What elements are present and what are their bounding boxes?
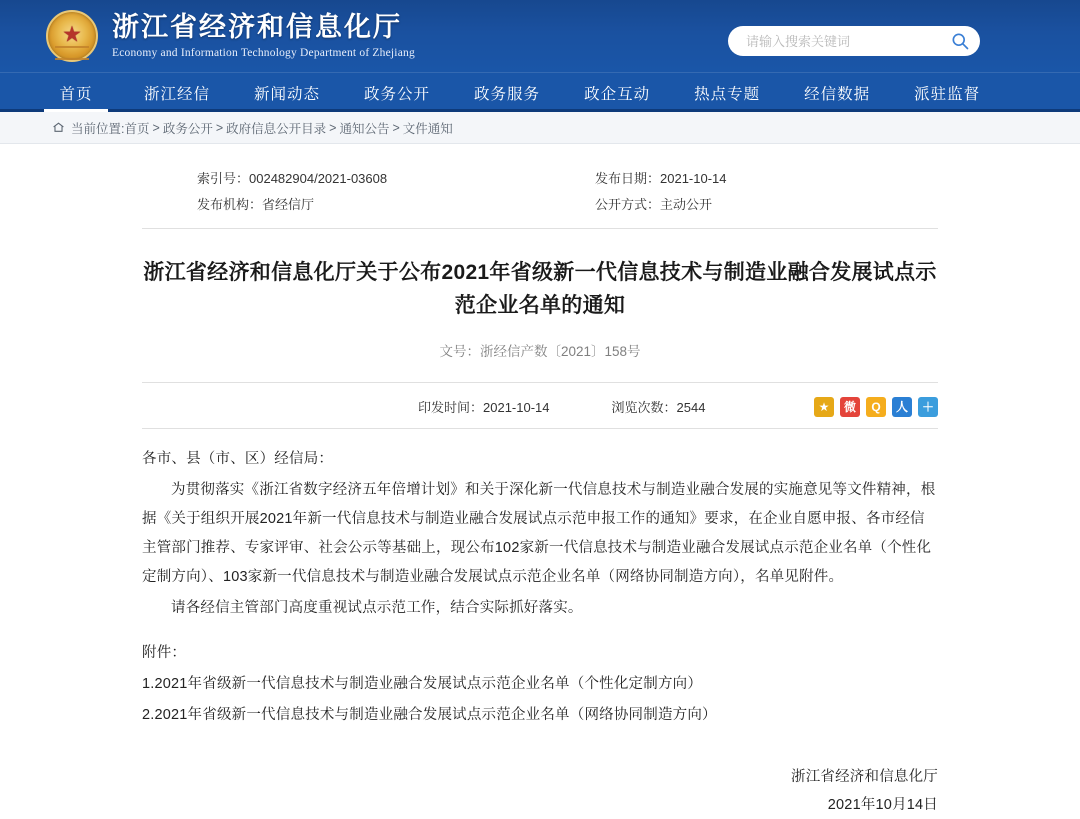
home-icon — [52, 121, 65, 134]
meta-mode — [540, 192, 938, 218]
breadcrumb-sep-3: > — [392, 120, 400, 135]
attachment-label: 附件： — [142, 645, 187, 662]
share-more-icon[interactable]: ＋ — [918, 397, 938, 417]
breadcrumb-item-4[interactable]: 文件通知 — [402, 121, 453, 136]
doc-number: 文号：浙经信产数〔2021〕158号 — [439, 344, 641, 360]
meta-index-value: 002482904/2021-03608 — [249, 171, 388, 186]
nav-item-8[interactable]: 派驻监督 — [914, 85, 981, 103]
share-renren-icon[interactable]: 人 — [892, 397, 912, 417]
breadcrumb-sep-0: > — [152, 120, 160, 135]
search-input[interactable] — [744, 33, 950, 50]
print-date: 印发时间：2021-10-14 — [418, 400, 550, 416]
breadcrumb-item-0[interactable]: 首页 — [124, 121, 150, 136]
breadcrumb-prefix: 当前位置: — [71, 121, 125, 136]
share-weibo-icon[interactable]: 微 — [840, 397, 860, 417]
meta-row-1 — [142, 166, 938, 192]
breadcrumb-sep-1: > — [215, 120, 224, 135]
site-title-en: Economy and Information Technology Department of Zhejiang — [112, 46, 415, 59]
breadcrumb-sep-2: > — [329, 120, 337, 135]
meta-index-label: 索引号： — [197, 171, 250, 186]
breadcrumb-item-3[interactable]: 通知公告 — [339, 121, 390, 136]
nav-item-2[interactable]: 新闻动态 — [254, 85, 321, 103]
meta-publish-date-value: 2021-10-14 — [660, 171, 727, 186]
article-infobar — [142, 383, 938, 429]
share-qzone-icon[interactable]: Q — [866, 397, 886, 417]
signature — [142, 764, 938, 819]
meta-mode-value: 主动公开 — [660, 197, 713, 212]
signature-date: 2021年10月14日 — [827, 796, 938, 813]
meta-org-value: 省经信厅 — [262, 197, 315, 212]
site-title-cn: 浙江省经济和信息化厅 — [112, 12, 402, 43]
nav-item-4[interactable]: 政务服务 — [474, 85, 541, 103]
article-body — [142, 429, 938, 819]
article-meta — [142, 166, 938, 229]
breadcrumb — [0, 112, 1080, 144]
nav-item-7[interactable]: 经信数据 — [804, 85, 871, 103]
nav-item-6[interactable]: 热点专题 — [694, 85, 761, 103]
nav-item-1[interactable]: 浙江经信 — [144, 85, 211, 103]
nav-item-0[interactable]: 首页 — [30, 73, 122, 112]
site-titles — [112, 13, 415, 59]
search-icon[interactable] — [950, 31, 970, 51]
meta-publish-date — [540, 166, 938, 192]
meta-org — [142, 192, 540, 218]
main-nav — [0, 72, 1080, 112]
article — [0, 166, 1080, 819]
meta-org-label: 发布机构： — [197, 197, 263, 212]
meta-mode-label: 公开方式： — [595, 197, 661, 212]
share-bar — [814, 397, 938, 417]
view-count: 浏览次数：2544 — [611, 400, 706, 416]
body-spacer — [142, 625, 938, 639]
meta-row-2 — [142, 192, 938, 218]
nav-item-5[interactable]: 政企互动 — [584, 85, 651, 103]
body-paragraph-0: 各市、县（市、区）经信局： — [142, 451, 334, 468]
attachment-item-1[interactable]: 2.2021年省级新一代信息技术与制造业融合发展试点示范企业名单（网络协同制造方向） — [142, 707, 717, 724]
attachment-item-0[interactable]: 1.2021年省级新一代信息技术与制造业融合发展试点示范企业名单（个性化定制方向） — [142, 676, 703, 693]
page-title: 浙江省经济和信息化厅关于公布2021年省级新一代信息技术与制造业融合发展试点示范企业名单的通知 — [143, 261, 937, 317]
breadcrumb-item-2[interactable]: 政府信息公开目录 — [226, 121, 327, 136]
meta-publish-date-label: 发布日期： — [595, 171, 661, 186]
share-sina-icon[interactable]: ★ — [814, 397, 834, 417]
body-paragraph-1: 为贯彻落实《浙江省数字经济五年倍增计划》和关于深化新一代信息技术与制造业融合发展的实施意见等文件精神，根据《关于组织开展2021年新一代信息技术与制造业融合发展试点示范申报工作的通知》要求，在企业自愿申报、各市经信主管部门推荐、专家评审、社会公示等基础上，现公布102家新一代信息技术与制造业融合发展试点示范企业名单（个性化定制方向）、103家新一代信息技术与制造业融合发展试点示范企业名单（网络协同制造方向），名单见附件。 — [142, 482, 936, 586]
nav-item-3[interactable]: 政务公开 — [364, 85, 431, 103]
site-header — [0, 0, 1080, 72]
meta-index — [142, 166, 540, 192]
breadcrumb-item-1[interactable]: 政务公开 — [162, 121, 213, 136]
body-paragraph-2: 请各经信主管部门高度重视试点示范工作，结合实际抓好落实。 — [171, 600, 583, 617]
search-box[interactable] — [728, 26, 980, 56]
national-emblem-icon — [46, 10, 98, 62]
signature-org: 浙江省经济和信息化厅 — [791, 769, 938, 786]
